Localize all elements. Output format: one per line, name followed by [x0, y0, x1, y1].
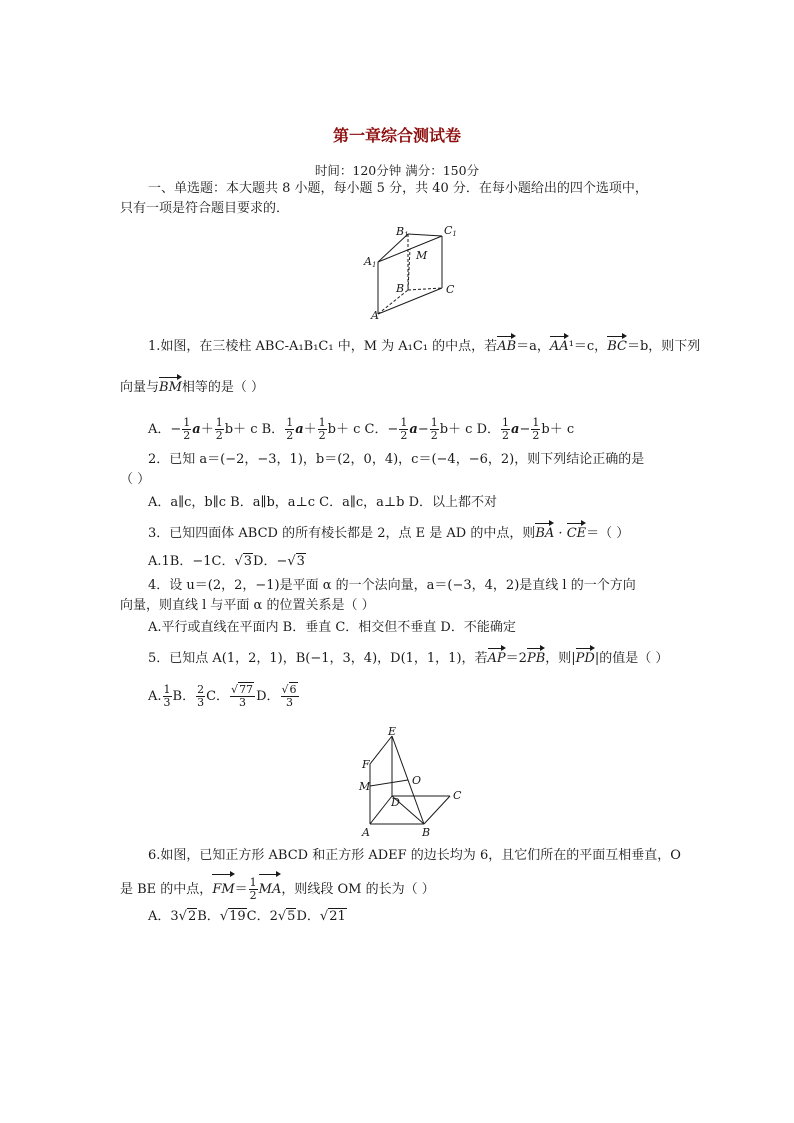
- vector-bm: BM: [159, 380, 182, 395]
- vector-fm: FM: [212, 876, 234, 904]
- exam-meta: 时间：120分钟 满分：150分: [314, 163, 480, 178]
- label-c1: C1: [444, 224, 457, 238]
- section-intro-line2: 只有一项是符合题目要求的．: [120, 201, 290, 216]
- vector-ab: AB: [497, 339, 517, 354]
- label-d: D: [391, 796, 400, 809]
- label-o: O: [412, 774, 422, 787]
- section-intro-line1: 一、单选题：本大题共 8 小题，每小题 5 分，共 40 分．在每小题给出的四个选项中，: [148, 181, 648, 196]
- label-b: B: [396, 282, 405, 295]
- label-b1: B1: [396, 225, 409, 239]
- question-1-line1: 1.如图，在三棱柱 ABC-A₁B₁C₁ 中，M 为 A₁C₁ 的中点，若AB＝a，AA¹＝c，BC＝b，则下列: [148, 339, 701, 354]
- question-2-line2: （ ）: [120, 472, 151, 487]
- edge-ac: [378, 288, 442, 314]
- question-4-options: A.平行或直线在平面内 B．垂直 C．相交但不垂直 D．不能确定: [148, 620, 516, 635]
- label-m: M: [416, 249, 428, 262]
- question-2-options: A．a∥c，b∥c B．a∥b，a⊥c C．a∥c，a⊥b D．以上都不对: [148, 495, 498, 510]
- vector-aa1: AA: [549, 339, 569, 354]
- question-1-line2: 向量与BM相等的是（ ）: [120, 380, 265, 395]
- question-3-line1: 3．已知四面体 ABCD 的所有棱长都是 2，点 E 是 AD 的中点，则BA · CE＝（ ）: [148, 526, 630, 541]
- question-4-line1: 4．设 u＝(2，2，−1)是平面 α 的一个法向量，a＝(−3，4，2)是直线 l 的一个方向: [148, 578, 636, 593]
- edge-ad: [370, 796, 392, 824]
- vector-ma: MA: [259, 876, 282, 904]
- edge-b1c1: [408, 234, 442, 236]
- vector-ba: BA: [535, 526, 555, 541]
- question-4-line2: 向量，则直线 l 与平面 α 的位置关系是（ ）: [120, 598, 375, 613]
- label-f: F: [362, 758, 370, 771]
- question-5-options: A. $\frac{1}{3}$ B． $\frac{2}{3}$ C． $\frac{√77}{3}$ D． $\frac{√6}{3}$: [148, 683, 297, 709]
- vector-pb: PB: [526, 651, 546, 666]
- question-6-line2: 是 BE 的中点，FM＝ $\frac{1}{2}$ MA，则线段 OM 的长为（ ）: [120, 876, 435, 902]
- question-6-line1: 6.如图，已知正方形 ABCD 和正方形 ADEF 的边长均为 6，且它们所在的平面互相垂直，O: [148, 848, 681, 863]
- segment-mo: [370, 780, 408, 786]
- question-1-options: A．− $\frac{1}{2}$ a＋ $\frac{1}{2}$ b＋ c B． $\frac{1}{2}$ a＋ $\frac{1}{2}$ b＋ c C．− $\frac{1}{2}$ a− $\frac{1}{2}$ b＋ c D． $\frac{1}{2}$ a− $\frac{1}{2}$ b＋ c: [148, 416, 575, 442]
- label-c2: C: [453, 789, 462, 802]
- page-title: 第一章综合测试卷: [332, 126, 461, 145]
- vector-ap: AP: [487, 651, 506, 666]
- label-a1: A1: [364, 255, 377, 269]
- squares-figure: [352, 726, 472, 840]
- label-a2: A: [362, 826, 370, 839]
- vector-pd: PD: [575, 651, 595, 666]
- label-b2: B: [422, 826, 431, 839]
- label-c: C: [446, 283, 455, 296]
- label-a: A: [371, 309, 379, 322]
- question-2-line1: 2．已知 a＝(−2，−3，1)，b＝(2，0，4)，c＝(−4，−6，2)，则下列结论正确的是: [148, 452, 645, 467]
- question-6-options: A．3√2B．√19C．2√5D．√21: [148, 909, 346, 924]
- label-m2: M: [359, 780, 371, 793]
- vector-ce: CE: [566, 526, 587, 541]
- label-e: E: [388, 726, 397, 738]
- edge-fe: [370, 736, 392, 764]
- question-3-options: A.1B．−1C．√3D．−√3: [148, 554, 305, 569]
- prism-figure: [360, 222, 470, 322]
- question-5-line1: 5．已知点 A(1，2，1)，B(−1，3，4)，D(1，1，1)，若AP＝2PB，则|PD|的值是（ ）: [148, 651, 669, 666]
- edge-bc: [424, 796, 450, 824]
- vector-bc: BC: [607, 339, 627, 354]
